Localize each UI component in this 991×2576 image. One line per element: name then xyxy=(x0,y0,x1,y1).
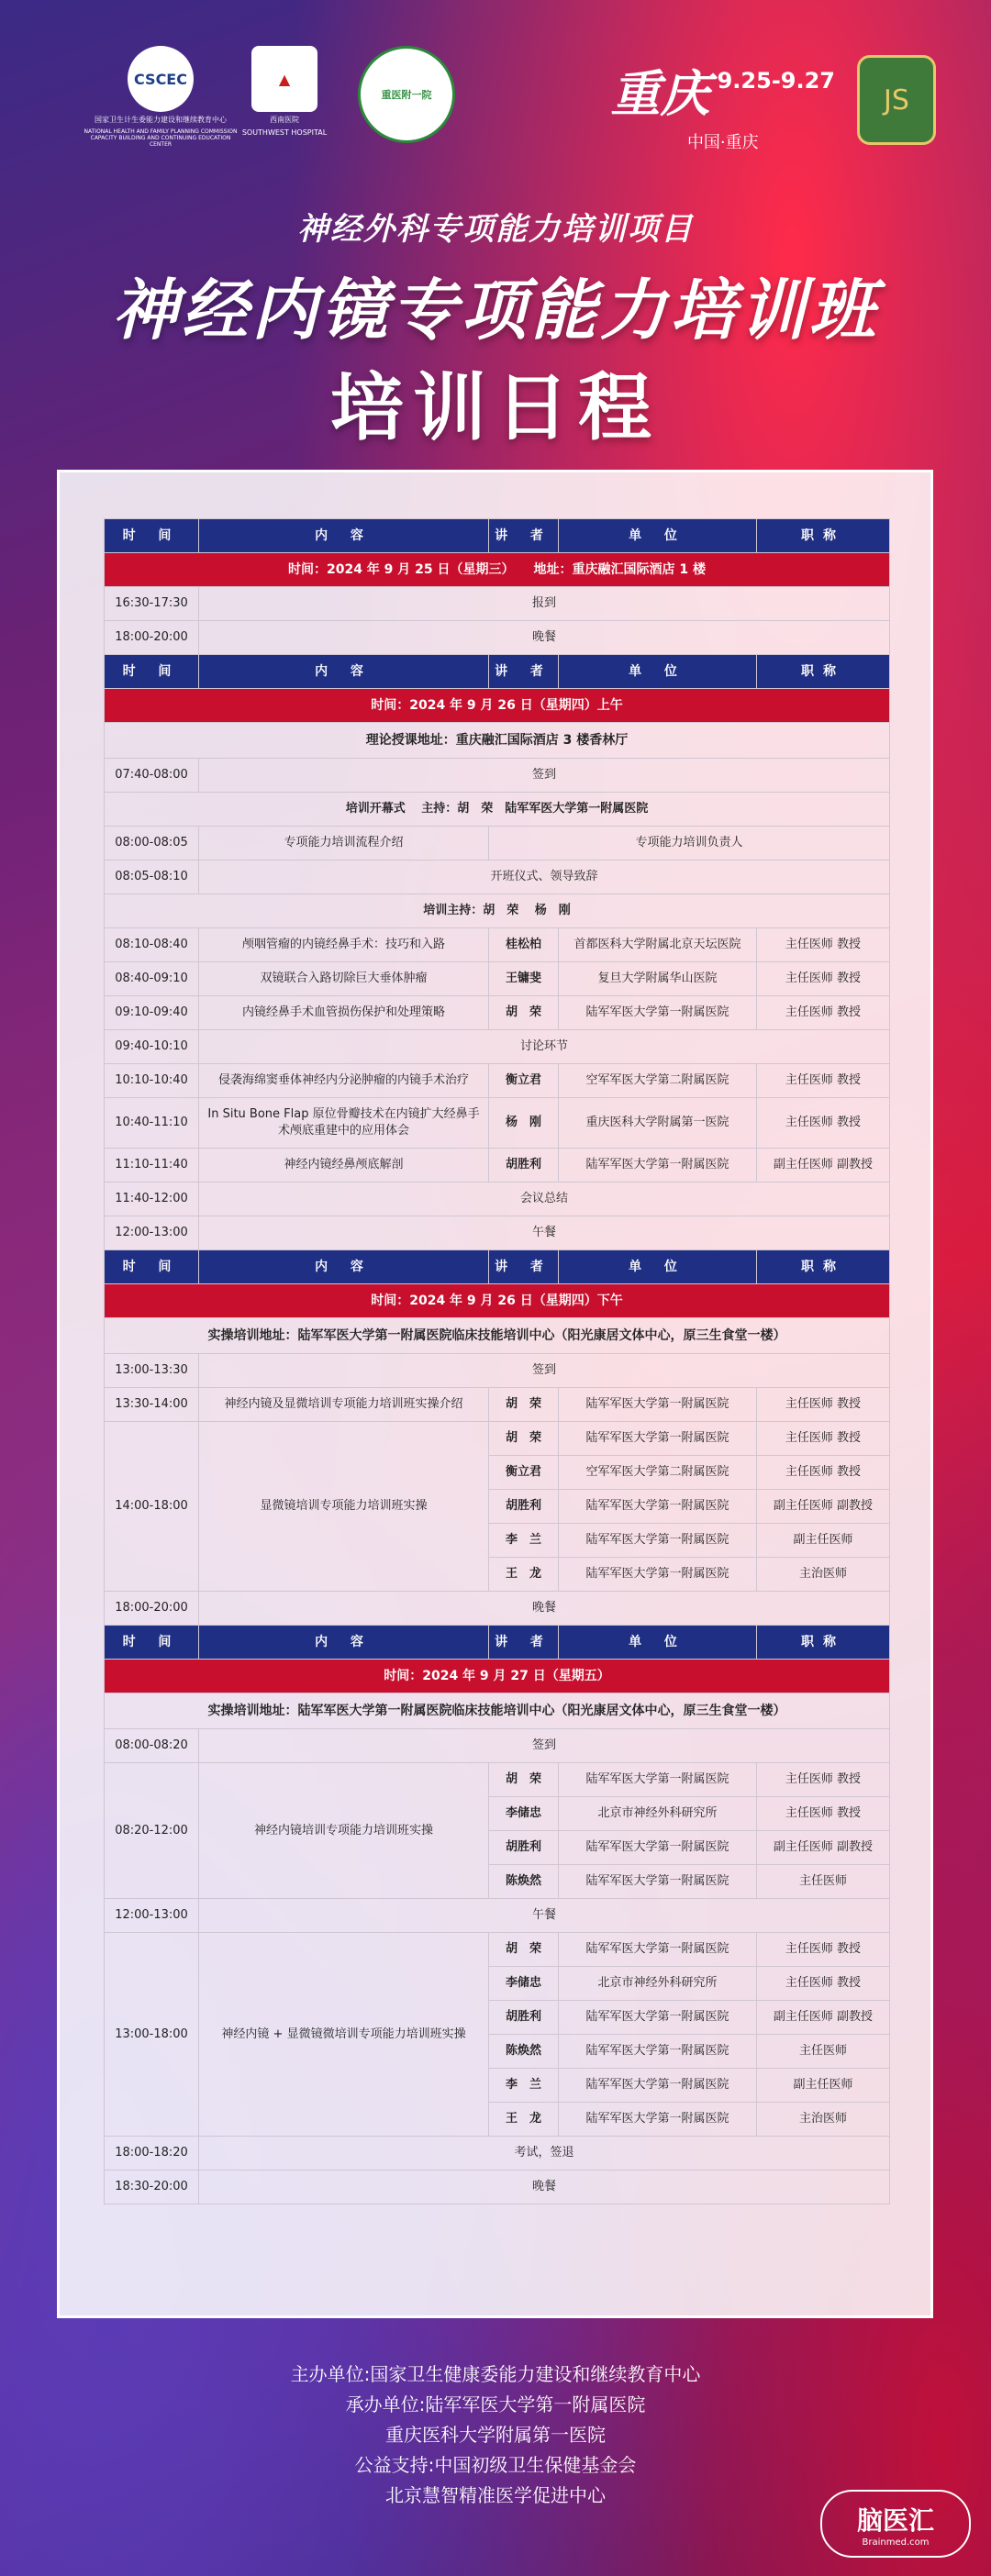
table-row: 07:40-08:00 签到 xyxy=(105,759,890,793)
table-row: 11:10-11:40 神经内镜经鼻颅底解剖 胡胜利 陆军军医大学第一附属医院 副主任医师 副教授 xyxy=(105,1149,890,1183)
table-row: 李 兰 陆军军医大学第一附属医院 副主任医师 xyxy=(105,2069,890,2103)
brand-en: Brainmed.com xyxy=(862,2537,930,2548)
location-row: 实操培训地址：陆军军医大学第一附属医院临床技能培训中心（阳光康居文体中心，原三生食堂一楼） xyxy=(105,1318,890,1354)
table-row: 王 龙 陆军军医大学第一附属医院 主治医师 xyxy=(105,2103,890,2137)
table-row: 10:40-11:10 In Situ Bone Flap 原位骨瓣技术在内镜扩大经鼻手术颅底重建中的应用体会 杨 刚 重庆医科大学附属第一医院 主任医师 教授 xyxy=(105,1098,890,1149)
table-row: 李 兰 陆军军医大学第一附属医院 副主任医师 xyxy=(105,1524,890,1558)
header-content: 内 容 xyxy=(199,519,489,553)
table-row: 12:00-13:00 午餐 xyxy=(105,1899,890,1933)
table-row: 18:00-18:20 考试，签退 xyxy=(105,2137,890,2171)
hospital-building-icon: ▲ xyxy=(251,46,317,112)
schedule-panel xyxy=(57,470,933,2318)
event-city-block xyxy=(611,55,835,153)
header-speaker: 讲 者 xyxy=(489,519,559,553)
event-dates: 9.25-9.27 xyxy=(717,68,835,94)
org2-name-en: SOUTHWEST HOSPITAL xyxy=(241,128,328,137)
org1-name: 国家卫生计生委能力建设和继续教育中心 xyxy=(95,116,227,124)
header-unit: 单 位 xyxy=(559,519,757,553)
location-row: 实操培训地址：陆军军医大学第一附属医院临床技能培训中心（阳光康居文体中心，原三生食堂一楼） xyxy=(105,1693,890,1729)
public-welfare-support: 公益支持:中国初级卫生保健基金会 xyxy=(354,2454,637,2476)
org-logo-cq-first-hospital xyxy=(358,46,455,143)
table-row: 陈焕然 陆军军医大学第一附属医院 主任医师 xyxy=(105,2035,890,2069)
org-logo-cscec xyxy=(83,46,239,148)
org-logo-southwest-hospital xyxy=(239,46,330,137)
event-place: 中国·重庆 xyxy=(686,133,759,152)
day-banner: 时间：2024 年 9 月 26 日（星期四）下午 xyxy=(105,1284,890,1318)
table-row: 18:00-20:00 晚餐 xyxy=(105,1592,890,1626)
header-time: 时 间 xyxy=(105,519,199,553)
table-row: 李储忠 北京市神经外科研究所 主任医师 教授 xyxy=(105,1797,890,1831)
hosts-row: 培训主持：胡 荣 杨 刚 xyxy=(105,894,890,928)
table-row: 08:05-08:10 开班仪式、领导致辞 xyxy=(105,861,890,894)
co-undertaker: 重庆医科大学附属第一医院 xyxy=(385,2424,606,2446)
logo-bar xyxy=(83,46,936,156)
table-row: 18:00-20:00 晚餐 xyxy=(105,621,890,655)
org3-abbr: 重医附一院 xyxy=(381,89,432,101)
day-banner: 时间：2024 年 9 月 25 日（星期三） 地址：重庆融汇国际酒店 1 楼 xyxy=(105,553,890,587)
table-header: 时 间 内 容 讲 者 单 位 职称 xyxy=(105,655,890,689)
brand-name: 脑医汇 xyxy=(856,2504,934,2536)
course-title: 神经内镜专项能力培训班 xyxy=(111,272,879,349)
brainmed-logo xyxy=(820,2490,971,2558)
table-row: 12:00-13:00 午餐 xyxy=(105,1216,890,1250)
table-row: 13:00-18:00 神经内镜 + 显微镜微培训专项能力培训班实操 胡 荣 陆军军医大学第一附属医院 主任医师 教授 xyxy=(105,1933,890,1967)
table-row: 09:40-10:10 讨论环节 xyxy=(105,1030,890,1064)
table-row: 09:10-09:40 内镜经鼻手术血管损伤保护和处理策略 胡 荣 陆军军医大学第一附属医院 主任医师 教授 xyxy=(105,996,890,1030)
table-row: 王 龙 陆军军医大学第一附属医院 主治医师 xyxy=(105,1558,890,1592)
table-row: 08:10-08:40 颅咽管瘤的内镜经鼻手术：技巧和入路 桂松柏 首都医科大学附属北京天坛医院 主任医师 教授 xyxy=(105,928,890,962)
table-row: 11:40-12:00 会议总结 xyxy=(105,1183,890,1216)
table-row: 衡立君 空军军医大学第二附属医院 主任医师 教授 xyxy=(105,1456,890,1490)
table-row: 08:20-12:00 神经内镜培训专项能力培训班实操 胡 荣 陆军军医大学第一附属医院 主任医师 教授 xyxy=(105,1763,890,1797)
host-organizer: 主办单位:国家卫生健康委能力建设和继续教育中心 xyxy=(290,2363,701,2385)
header-title: 职称 xyxy=(757,519,890,553)
table-header xyxy=(105,519,890,553)
location-row: 理论授课地址：重庆融汇国际酒店 3 楼香林厅 xyxy=(105,723,890,759)
table-row: 08:00-08:20 签到 xyxy=(105,1729,890,1763)
table-row: 13:30-14:00 神经内镜及显微培训专项能力培训班实操介绍 胡 荣 陆军军医大学第一附属医院 主任医师 教授 xyxy=(105,1388,890,1422)
shield-badge-icon: JS xyxy=(857,55,936,145)
table-header: 时 间 内 容 讲 者 单 位 职称 xyxy=(105,1626,890,1660)
table-row: 13:00-13:30 签到 xyxy=(105,1354,890,1388)
table-row: 08:40-09:10 双镜联合入路切除巨大垂体肿瘤 王镛斐 复旦大学附属华山医院 主任医师 教授 xyxy=(105,962,890,996)
schedule-title: 培训日程 xyxy=(330,365,661,450)
event-city: 重庆 xyxy=(610,64,710,123)
cscec-emblem-icon: CSCEC xyxy=(128,46,194,112)
table-header: 时 间 内 容 讲 者 单 位 职称 xyxy=(105,1250,890,1284)
opening-row: 培训开幕式 主持：胡 荣 陆军军医大学第一附属医院 xyxy=(105,793,890,827)
org1-name-en: NATIONAL HEALTH AND FAMILY PLANNING COMMISSION CAPACITY BUILDING AND CONTINUING EDUCATION CENTER xyxy=(84,128,238,148)
table-row: 16:30-17:30 报到 xyxy=(105,587,890,621)
table-row: 18:30-20:00 晚餐 xyxy=(105,2171,890,2204)
table-row: 胡胜利 陆军军医大学第一附属医院 副主任医师 副教授 xyxy=(105,1490,890,1524)
schedule-table xyxy=(104,518,890,2204)
table-row: 08:00-08:05 专项能力培训流程介绍 专项能力培训负责人 xyxy=(105,827,890,861)
table-row: 14:00-18:00 显微镜培训专项能力培训班实操 胡 荣 陆军军医大学第一附属医院 主任医师 教授 xyxy=(105,1422,890,1456)
hospital-emblem-icon xyxy=(358,46,455,143)
support-center: 北京慧智精准医学促进中心 xyxy=(385,2484,606,2506)
table-row: 胡胜利 陆军军医大学第一附属医院 副主任医师 副教授 xyxy=(105,1831,890,1865)
undertaker-organizer: 承办单位:陆军军医大学第一附属医院 xyxy=(345,2393,646,2415)
organizers-footer xyxy=(0,2359,991,2511)
org2-name: 西南医院 xyxy=(270,116,299,124)
table-row: 10:10-10:40 侵袭海绵窦垂体神经内分泌肿瘤的内镜手术治疗 衡立君 空军军医大学第二附属医院 主任医师 教授 xyxy=(105,1064,890,1098)
table-row: 陈焕然 陆军军医大学第一附属医院 主任医师 xyxy=(105,1865,890,1899)
project-title: 神经外科专项能力培训项目 xyxy=(297,211,694,248)
table-row: 胡胜利 陆军军医大学第一附属医院 副主任医师 副教授 xyxy=(105,2001,890,2035)
table-row: 李储忠 北京市神经外科研究所 主任医师 教授 xyxy=(105,1967,890,2001)
day-banner: 时间：2024 年 9 月 27 日（星期五） xyxy=(105,1660,890,1693)
day-banner: 时间：2024 年 9 月 26 日（星期四）上午 xyxy=(105,689,890,723)
